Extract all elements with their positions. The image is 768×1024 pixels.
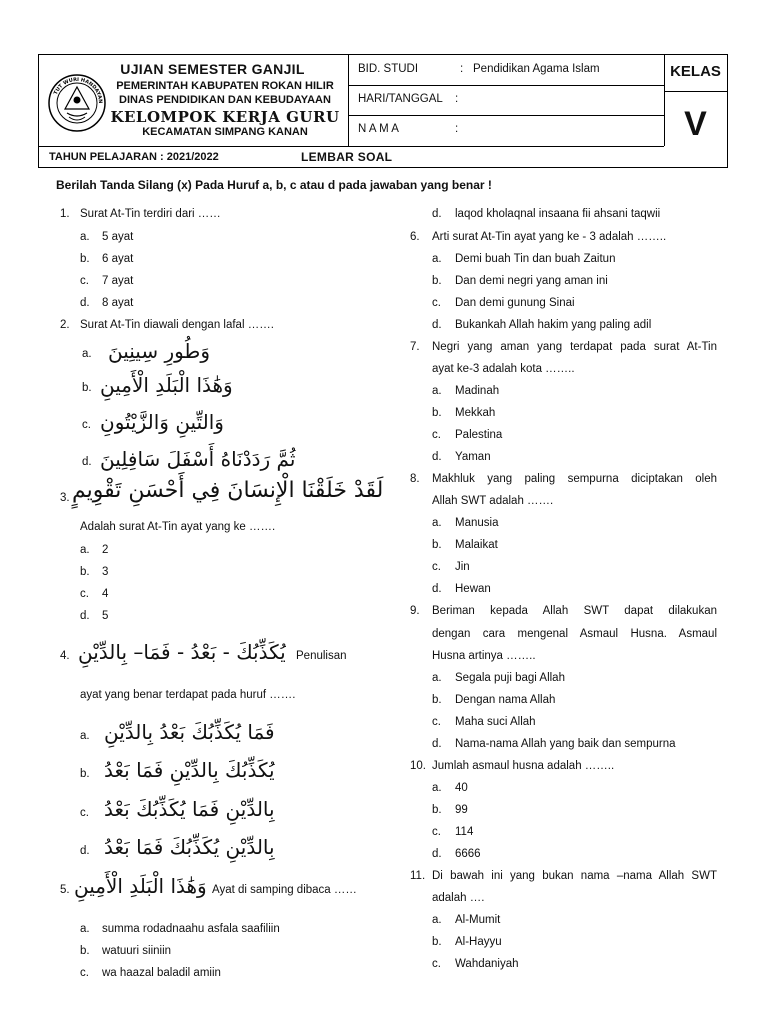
option-letter: a. <box>432 517 442 529</box>
arabic-option: وَطُورِ سِينِينَ <box>108 339 211 363</box>
question-number: 11. <box>410 870 426 882</box>
instruction-text: Berilah Tanda Silang (x) Pada Huruf a, b, c atau d pada jawaban yang benar ! <box>56 178 492 192</box>
option-letter: c. <box>80 275 89 287</box>
option-text: 6 ayat <box>102 253 134 265</box>
question-text: Husna artinya …….. <box>432 650 536 662</box>
option-text: summa rodadnaahu asfala saafiliin <box>102 923 280 935</box>
option-letter: d. <box>80 845 90 857</box>
option-letter: b. <box>432 694 442 706</box>
option-letter: a. <box>432 914 442 926</box>
subject-label: BID. STUDI <box>358 63 419 75</box>
option-text: Al-Hayyu <box>455 936 502 948</box>
date-colon: : <box>455 93 459 105</box>
class-label: KELAS <box>664 55 727 92</box>
arabic-option: ثُمَّ رَدَدْنَاهُ أَسْفَلَ سَافِلِينَ <box>100 447 296 471</box>
option-letter: c. <box>80 807 89 819</box>
class-box <box>664 55 727 167</box>
option-letter: d. <box>432 319 442 331</box>
option-letter: b. <box>432 804 442 816</box>
date-row <box>348 85 664 116</box>
option-letter: a. <box>80 730 90 742</box>
option-letter: d. <box>432 208 442 220</box>
arabic-option: فَمَا يُكَذِّبُكَ بَعْدُ بِالدِّيْنِ <box>104 720 275 744</box>
arabic-option: يُكَذِّبُكَ بِالدِّيْنِ فَمَا بَعْدُ <box>104 758 275 782</box>
question-number: 3. <box>60 492 70 504</box>
question-number: 8. <box>410 473 420 485</box>
option-letter: c. <box>432 297 441 309</box>
option-letter: a. <box>82 348 92 360</box>
option-letter: b. <box>80 768 90 780</box>
option-letter: d. <box>432 583 442 595</box>
class-value: V <box>684 105 707 143</box>
option-letter: b. <box>80 566 90 578</box>
question-text: Beriman kepada Allah SWT dapat dilakukan <box>432 605 717 617</box>
option-text: Maha suci Allah <box>455 716 536 728</box>
sheet-label: LEMBAR SOAL <box>301 150 393 164</box>
option-letter: d. <box>432 451 442 463</box>
question-number: 4. <box>60 650 70 662</box>
option-text: Dan demi gunung Sinai <box>455 297 575 309</box>
option-text: Malaikat <box>455 539 498 551</box>
name-label: N A M A <box>358 123 399 135</box>
option-text: Jin <box>455 561 470 573</box>
arabic-option: وَهَٰذَا الْبَلَدِ الْأَمِينِ <box>100 373 233 397</box>
gov-line-2: DINAS PENDIDIKAN DAN KEBUDAYAAN <box>119 94 331 106</box>
option-letter: c. <box>432 561 441 573</box>
question-number: 2. <box>60 319 70 331</box>
option-text: 8 ayat <box>102 297 134 309</box>
question-text: Surat At-Tin diawali dengan lafal ……. <box>80 319 274 331</box>
arabic-option: وَالتِّينِ وَالزَّيْتُونِ <box>100 410 224 434</box>
tut-wuri-handayani-logo-icon <box>47 73 107 133</box>
option-letter: a. <box>80 923 90 935</box>
option-text: 40 <box>455 782 468 794</box>
question-number: 1. <box>60 208 70 220</box>
option-letter: b. <box>80 253 90 265</box>
option-text: 7 ayat <box>102 275 134 287</box>
exam-title: UJIAN SEMESTER GANJIL <box>120 61 305 77</box>
option-letter: d. <box>80 610 90 622</box>
question-text: ayat ke-3 adalah kota …….. <box>432 363 575 375</box>
option-text: Bukankah Allah hakim yang paling adil <box>455 319 652 331</box>
question-text: Di bawah ini yang bukan nama –nama Allah SWT <box>432 870 717 882</box>
question-text: Surat At-Tin terdiri dari …… <box>80 208 221 220</box>
header-bottom-row <box>39 146 664 168</box>
option-text: 5 ayat <box>102 231 134 243</box>
option-letter: c. <box>432 716 441 728</box>
option-letter: b. <box>432 539 442 551</box>
question-text: Penulisan <box>296 650 347 662</box>
arabic-verse: وَهَٰذَا الْبَلَدِ الْأَمِينِ <box>74 874 207 898</box>
name-colon: : <box>455 123 459 135</box>
arabic-verse: لَقَدْ خَلَقْنَا الْإِنسَانَ فِي أَحْسَنِ تَقْوِيمٍ <box>72 478 384 503</box>
option-letter: b. <box>432 936 442 948</box>
option-letter: c. <box>432 958 441 970</box>
option-text: watuuri siiniin <box>102 945 172 957</box>
question-text: Adalah surat At-Tin ayat yang ke ……. <box>80 521 276 533</box>
subject-value: Pendidikan Agama Islam <box>473 63 600 75</box>
option-letter: d. <box>82 456 92 468</box>
option-text: Yaman <box>455 451 491 463</box>
question-text: Jumlah asmaul husna adalah …….. <box>432 760 615 772</box>
svg-text:TUT WURI HANDAYANI: TUT WURI HANDAYAN <box>52 76 104 104</box>
option-text: 3 <box>102 566 109 578</box>
question-number: 9. <box>410 605 420 617</box>
option-text: 5 <box>102 610 109 622</box>
district-name: KECAMATAN SIMPANG KANAN <box>142 126 308 138</box>
option-text: Palestina <box>455 429 503 441</box>
option-letter: d. <box>432 848 442 860</box>
question-number: 5. <box>60 884 70 896</box>
question-text: Allah SWT adalah ……. <box>432 495 554 507</box>
arabic-option: بِالدِّيْنِ فَمَا يُكَذِّبُكَ بَعْدُ <box>104 797 275 821</box>
group-name: KELOMPOK KERJA GURU <box>110 108 340 126</box>
option-letter: a. <box>432 672 442 684</box>
option-letter: a. <box>432 385 442 397</box>
question-text: Ayat di samping dibaca …… <box>212 884 357 896</box>
question-text: ayat yang benar terdapat pada huruf ……. <box>80 689 296 701</box>
option-text: 114 <box>455 826 474 838</box>
option-text: Nama-nama Allah yang baik dan sempurna <box>455 738 676 750</box>
option-letter: a. <box>432 253 442 265</box>
option-text: 2 <box>102 544 109 556</box>
question-number: 10. <box>410 760 426 772</box>
name-row <box>348 115 664 145</box>
option-text: Manusia <box>455 517 499 529</box>
option-letter: b. <box>82 382 92 394</box>
question-number: 7. <box>410 341 420 353</box>
option-letter: a. <box>80 544 90 556</box>
option-text: 4 <box>102 588 109 600</box>
option-text: 6666 <box>455 848 481 860</box>
option-letter: d. <box>432 738 442 750</box>
option-letter: b. <box>432 407 442 419</box>
option-text: Wahdaniyah <box>455 958 519 970</box>
header-institution <box>39 55 349 146</box>
option-letter: c. <box>82 419 91 431</box>
option-text: 99 <box>455 804 468 816</box>
question-text: adalah …. <box>432 892 485 904</box>
date-label: HARI/TANGGAL <box>358 93 443 105</box>
option-letter: b. <box>80 945 90 957</box>
option-text: Dan demi negri yang aman ini <box>455 275 608 287</box>
arabic-verse: يُكَذِّبُكَ - بَعْدُ - فَمَا– بِالدِّيْنِ <box>78 640 286 664</box>
option-letter: c. <box>432 429 441 441</box>
header-fields <box>348 55 665 146</box>
question-text: Arti surat At-Tin ayat yang ke - 3 adalah …….. <box>432 231 667 243</box>
exam-header <box>38 54 728 168</box>
option-letter: d. <box>80 297 90 309</box>
option-letter: a. <box>80 231 90 243</box>
option-text: Mekkah <box>455 407 496 419</box>
school-year: TAHUN PELAJARAN : 2021/2022 <box>49 151 219 163</box>
option-letter: c. <box>80 967 89 979</box>
option-text: Segala puji bagi Allah <box>455 672 565 684</box>
option-text: Hewan <box>455 583 491 595</box>
option-text: laqod kholaqnal insaana fii ahsani taqwii <box>455 208 661 220</box>
gov-line-1: PEMERINTAH KABUPATEN ROKAN HILIR <box>116 80 334 92</box>
arabic-option: بِالدِّيْنِ يُكَذِّبُكَ فَمَا بَعْدُ <box>104 835 275 859</box>
option-text: Dengan nama Allah <box>455 694 556 706</box>
question-number: 6. <box>410 231 420 243</box>
subject-colon: : <box>460 63 464 75</box>
option-text: wa haazal baladil amiin <box>102 967 221 979</box>
option-letter: c. <box>80 588 89 600</box>
question-text: Negri yang aman yang terdapat pada surat At-Tin <box>432 341 717 353</box>
option-letter: b. <box>432 275 442 287</box>
question-text: Makhluk yang paling sempurna diciptakan oleh <box>432 473 717 485</box>
option-text: Al-Mumit <box>455 914 501 926</box>
option-text: Demi buah Tin dan buah Zaitun <box>455 253 616 265</box>
question-text: dengan cara mengenal Asmaul Husna. Asmaul <box>432 628 717 640</box>
option-letter: c. <box>432 826 441 838</box>
subject-row <box>348 55 664 86</box>
option-text: Madinah <box>455 385 500 397</box>
option-letter: a. <box>432 782 442 794</box>
